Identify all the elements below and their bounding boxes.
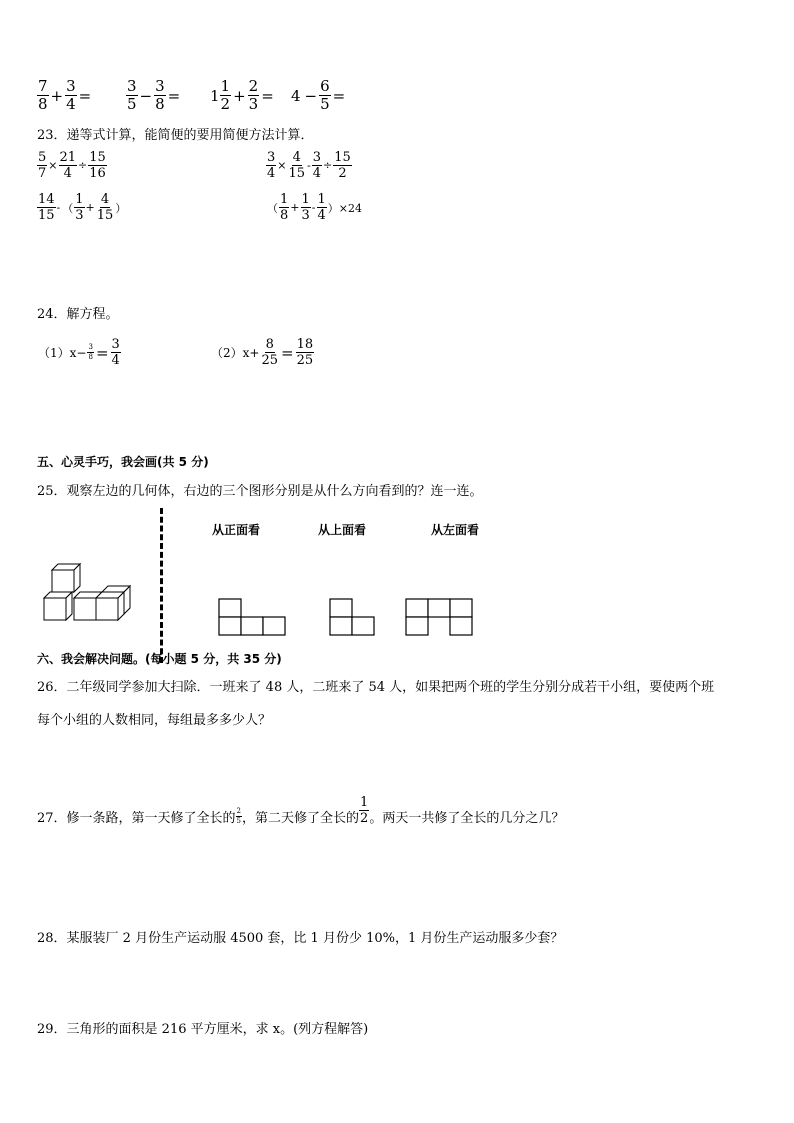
view-shape-2[interactable] [329,598,379,638]
solid-figure [40,562,150,637]
q23-expr-4: （ $\frac{1}{8}$ + $\frac{1}{3}$ - $\frac{1}{4}$ ）×24 [267,192,362,223]
q23-expr-1: $\frac{5}{7}$ × $\frac{21}{4}$ ÷ $\frac{15}{16}$ [38,150,106,181]
fraction: $\frac{3}{8}$ [155,77,165,113]
q22-expr-4: 4 − $\frac{6}{5}$ = [291,77,346,113]
fraction: $\frac{8}{25}$ [261,337,279,368]
view-label-front: 从正面看 [212,523,261,537]
fraction: $\frac{14}{15}$ [38,192,55,223]
fraction: $\frac{1}{8}$ [280,192,289,223]
fraction: $\frac{1}{2}$ [360,795,369,826]
fraction: $\frac{1}{4}$ [317,192,326,223]
q22-expr-2: $\frac{3}{5}$ − $\frac{3}{8}$ = [127,77,181,113]
q24-title: 24．解方程。 [37,307,119,322]
fraction: $\frac{7}{8}$ [38,77,48,113]
q23-expr-3: $\frac{14}{15}$ - （ $\frac{1}{3}$ + $\frac{4}{15}$ ） [38,192,127,223]
q27-text: 27．修一条路，第一天修了全长的 $\frac{2}{5}$ ，第二天修了全长的 $\frac{1}{2}$ 。两天一共修了全长的几分之几？ [37,795,565,826]
view-shape-1[interactable] [218,598,290,638]
fraction: $\frac{3}{4}$ [267,150,276,181]
fraction: $\frac{18}{25}$ [296,337,314,368]
q26-line-1: 26．二年级同学参加大扫除．一班来了 48 人，二班来了 54 人，如果把两个班的学生分别分成若干小组，要使两个班 [37,680,715,695]
q28-text: 28．某服装厂 2 月份生产运动服 4500 套，比 1 月份少 10%，1 月份生产运动服多少套？ [37,931,564,946]
q24-equation-1: （1）x− $\frac{3}{8}$ = $\frac{3}{4}$ [38,337,120,368]
fraction: $\frac{4}{15}$ [288,150,306,181]
fraction: $\frac{1}{3}$ [301,192,310,223]
q22-expr-3: 1 $\frac{1}{2}$ + $\frac{2}{3}$ = [210,77,274,113]
fraction: $\frac{1}{2}$ [220,77,231,113]
fraction: $\frac{2}{5}$ [236,807,242,825]
q29-text: 29．三角形的面积是 216 平方厘米，求 x。(列方程解答) [37,1022,369,1037]
divider-dashed-line [160,508,163,663]
view-label-left: 从左面看 [431,523,480,537]
fraction: $\frac{3}{8}$ [88,343,93,361]
fraction: $\frac{2}{3}$ [248,77,259,113]
fraction: $\frac{3}{4}$ [111,337,120,368]
q26-line-2: 每个小组的人数相同，每组最多多少人？ [37,713,272,728]
view-shape-3[interactable] [405,598,477,638]
fraction: $\frac{5}{7}$ [38,150,47,181]
fraction: $\frac{1}{3}$ [75,192,84,223]
view-label-top: 从上面看 [318,523,367,537]
fraction: $\frac{6}{5}$ [320,77,330,113]
fraction: $\frac{15}{2}$ [334,150,351,181]
fraction: $\frac{21}{4}$ [59,150,77,181]
section-5-heading: 五、心灵手巧，我会画(共 5 分) [37,455,209,469]
q24-equation-2: （2）x+ $\frac{8}{25}$ = $\frac{18}{25}$ [211,337,314,368]
fraction: $\frac{15}{16}$ [89,150,106,181]
q23-title: 23．递等式计算，能简便的要用简便方法计算． [37,128,314,143]
fraction: $\frac{3}{4}$ [66,77,76,113]
section-6-heading: 六、我会解决问题。(每小题 5 分，共 35 分) [37,652,282,666]
q22-expr-1: $\frac{7}{8}$ + $\frac{3}{4}$ = [38,77,92,113]
fraction: $\frac{3}{5}$ [127,77,137,113]
fraction: $\frac{3}{4}$ [312,150,322,181]
q23-expr-2: $\frac{3}{4}$ × $\frac{4}{15}$ - $\frac{3}{4}$ ÷ $\frac{15}{2}$ [267,150,351,181]
q25-title: 25．观察左边的几何体，右边的三个图形分别是从什么方向看到的？连一连。 [37,484,483,499]
fraction: $\frac{4}{15}$ [96,192,114,223]
